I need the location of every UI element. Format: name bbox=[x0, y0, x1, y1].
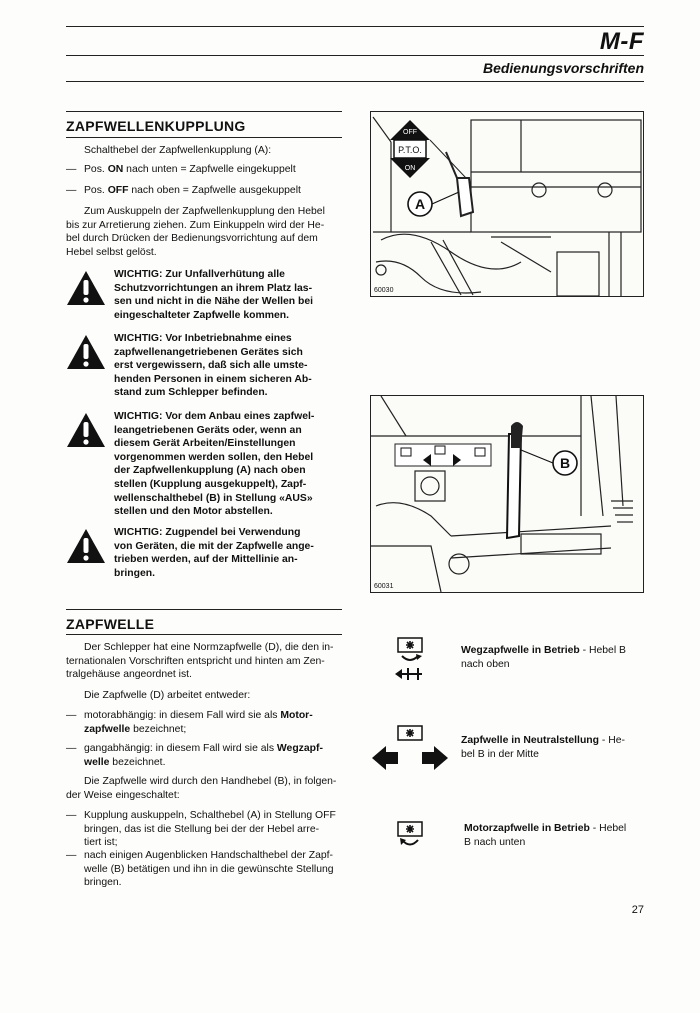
sign-off-label: OFF bbox=[403, 129, 417, 136]
tractor-pto-shift-drawing bbox=[371, 396, 643, 592]
header-rule-middle bbox=[66, 55, 644, 56]
figure1-code: 60030 bbox=[374, 287, 394, 294]
bullet-dash: — bbox=[66, 164, 77, 175]
warning-4: WICHTIG: Zugpendel bei Verwendung von Geräten, die mit der Zapfwelle ange- trieben werden, auf der Mittellinie an- bringen. bbox=[114, 527, 314, 579]
warning-triangle-icon bbox=[66, 412, 106, 448]
section1-rule-bottom bbox=[66, 137, 342, 138]
section2-title: ZAPFWELLE bbox=[66, 616, 155, 632]
sign-on-label: ON bbox=[404, 165, 416, 172]
section2-rule-bottom bbox=[66, 634, 342, 635]
page-number: 27 bbox=[631, 904, 644, 916]
header-rule-top bbox=[66, 26, 644, 27]
section2-paragraph-2: Die Zapfwelle (D) arbeitet entweder: bbox=[84, 690, 251, 701]
warning-triangle-icon bbox=[66, 528, 106, 564]
ground-speed-pto-icon bbox=[392, 634, 428, 682]
figure-pto-shift-lever bbox=[370, 395, 644, 593]
tractor-pto-lever-drawing bbox=[371, 112, 643, 296]
section2-paragraph-3: Die Zapfwelle wird durch den Handhebel (B), in folgen- der Weise eingeschaltet: bbox=[66, 776, 337, 801]
engine-pto-icon bbox=[392, 818, 428, 854]
figure2-code: 60031 bbox=[374, 583, 394, 590]
bullet-dash: — bbox=[66, 185, 77, 196]
position-neutral: Zapfwelle in Neutralstellung - He- bel B in der Mitte bbox=[461, 735, 625, 760]
section1-intro: Schalthebel der Zapfwellenkupplung (A): bbox=[84, 145, 272, 156]
position-engine: Motorzapfwelle in Betrieb - Hebel B nach unten bbox=[464, 823, 627, 848]
position-ground-speed: Wegzapfwelle in Betrieb - Hebel B nach oben bbox=[461, 645, 626, 670]
warning-3: WICHTIG: Vor dem Anbau eines zapfwel- leangetriebenen Geräts oder, wenn an diesem Gerät Arbeiten/Einstellungen vorgenommen werden sollen, den Hebel der Zapfwellenkupplung (A) nach oben stellen (Kupplung ausgekuppelt), Zapf- wellenschalthebel (B) in Stellung «AUS» stellen und den Motor abstellen. bbox=[114, 411, 315, 518]
header-subtitle: Bedienungsvorschriften bbox=[482, 60, 644, 76]
section2-rule-top bbox=[66, 609, 342, 610]
figure-pto-clutch-lever bbox=[370, 111, 644, 297]
section1-rule-top bbox=[66, 111, 342, 112]
sign-pto-label: P.T.O. bbox=[398, 145, 422, 155]
lever-positions-plate bbox=[395, 444, 491, 466]
neutral-position-icon bbox=[372, 722, 448, 772]
brand-logo-text: M-F bbox=[599, 28, 644, 55]
callout-b-label: B bbox=[559, 455, 571, 471]
callout-a-label: A bbox=[414, 196, 426, 212]
section1-paragraph: Zum Auskuppeln der Zapfwellenkupplung den Hebel bis zur Arretierung ziehen. Zum Einkuppeln wird der He- bel durch Drücken der Bedienungsvorrichtung auf dem Hebel selbst gelöst. bbox=[66, 206, 325, 258]
warning-triangle-icon bbox=[66, 334, 106, 370]
warning-1: WICHTIG: Zur Unfallverhütung alle Schutzvorrichtungen an ihrem Platz las- sen und nicht in die Nähe der Wellen bei eingeschalteter Zapfwelle kommen. bbox=[114, 269, 313, 321]
section2-paragraph-1: Der Schlepper hat eine Normzapfwelle (D), die den in- ternationalen Vorschriften entspricht und hinten am Zen- tralgehäuse angeordnet ist. bbox=[66, 642, 334, 681]
warning-triangle-icon bbox=[66, 270, 106, 306]
section1-title: ZAPFWELLENKUPPLUNG bbox=[66, 118, 246, 134]
warning-2: WICHTIG: Vor Inbetriebnahme eines zapfwellenangetriebenen Gerätes sich erst vergewissern, daß sich alle umste- henden Personen in einem sicheren Ab- stand zum Schlepper befinden. bbox=[114, 333, 312, 399]
header-rule-bottom bbox=[66, 81, 644, 82]
